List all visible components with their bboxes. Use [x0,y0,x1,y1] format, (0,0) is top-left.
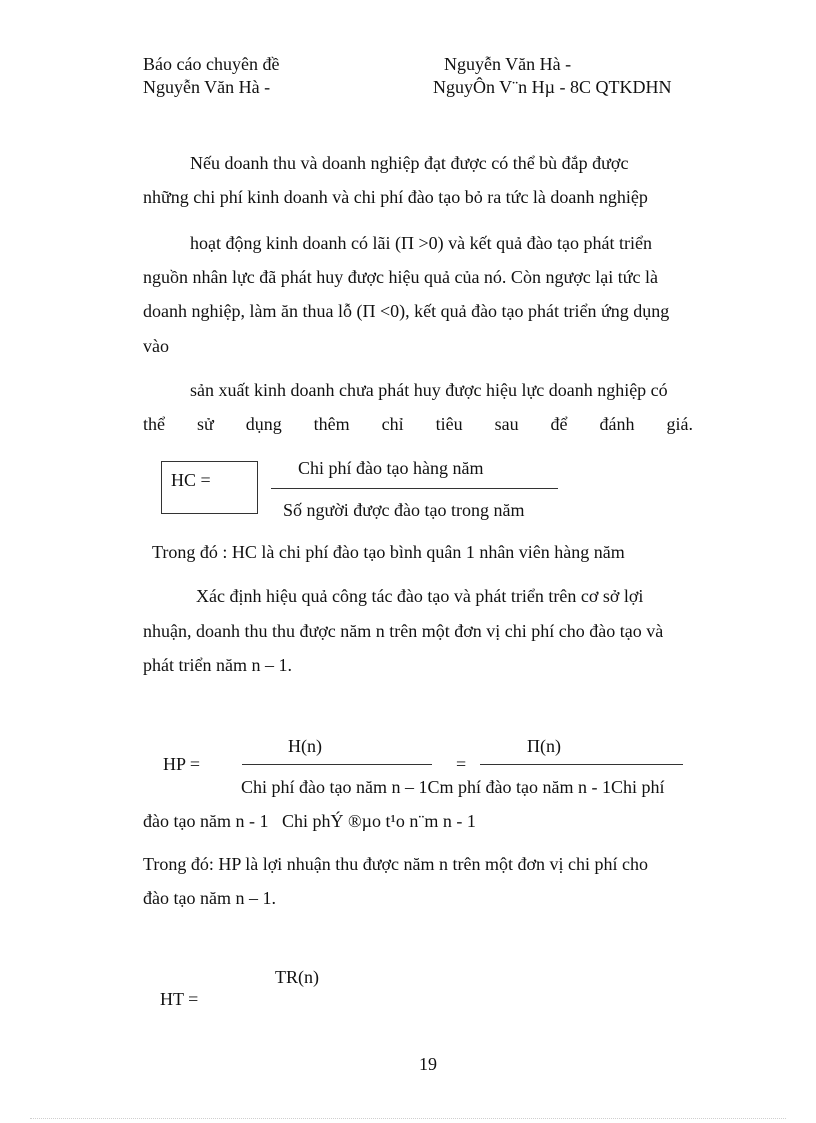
hp-note-line1: Trong đó: HP là lợi nhuận thu được năm n trên một đơn vị chi phí cho [143,854,648,874]
para3-line1: sản xuất kinh doanh chưa phát huy được hiệu lực doanh nghiệp có [190,380,668,400]
hp-numerator-1: H(n) [288,736,322,756]
para4-line2: nhuận, doanh thu thu được năm n trên một đơn vị chi phí cho đào tạo và [143,621,664,641]
hp-denominator-line2: đào tạo năm n - 1 Chi phÝ ®µo t¹o n¨m n - 1 [143,811,476,831]
hp-note-line2: đào tạo năm n – 1. [143,888,276,908]
hp-numerator-2: Π(n) [527,736,561,756]
para2-line4: vào [143,336,169,356]
hp-fraction-line-1 [242,764,432,765]
hc-denominator: Số người được đào tạo trong năm [283,500,525,520]
para4-line3: phát triển năm n – 1. [143,655,292,675]
para4-line1: Xác định hiệu quả công tác đào tạo và phát triển trên cơ sở lợi [196,586,644,606]
hp-fraction-line-2 [480,764,683,765]
page-number: 19 [419,1054,437,1074]
para1-line2: những chi phí kinh doanh và chi phí đào tạo bỏ ra tức là doanh nghiệp [143,187,648,207]
word: sử [196,414,214,434]
header-author: Nguyễn Văn Hà - [444,54,572,74]
word: dụng [245,414,282,434]
hp-denominator-line1: Chi phí đào tạo năm n – 1Cm phí đào tạo năm n - 1Chi phí [241,777,665,797]
word: thêm [313,414,350,434]
word: để [550,414,568,434]
header-author-left: Nguyễn Văn Hà - [143,77,271,97]
word: sau [494,414,519,434]
word: chỉ [381,414,404,434]
para2-line2: nguồn nhân lực đã phát huy được hiệu quả của nó. Còn ngược lại tức là [143,267,658,287]
hc-numerator: Chi phí đào tạo hàng năm [298,458,484,478]
hp-equals: = [456,754,467,774]
word: đánh [599,414,635,434]
ht-numerator: TR(n) [275,967,319,987]
hc-label: HC = [171,470,211,490]
para2-line3: doanh nghiệp, làm ăn thua lỗ (Π <0), kết quả đào tạo phát triển ứng dụng [143,301,670,321]
hc-note: Trong đó : HC là chi phí đào tạo bình quân 1 nhân viên hàng năm [152,542,625,562]
header-doc-title: Báo cáo chuyên đề [143,54,280,74]
header-author-class: NguyÔn V¨n Hµ - 8C QTKDHN [433,77,672,97]
word: tiêu [435,414,463,434]
ht-label: HT = [160,989,199,1009]
hc-fraction-line [271,488,558,489]
para2-line1: hoạt động kinh doanh có lãi (Π >0) và kết quả đào tạo phát triển [190,233,653,253]
page-bottom-border [30,1118,786,1119]
word: giá. [666,414,693,434]
word: thể [143,414,165,434]
hp-label: HP = [163,754,200,774]
para3-line2 [143,413,693,435]
para1-line1: Nếu doanh thu và doanh nghiệp đạt được có thể bù đắp được [190,153,629,173]
